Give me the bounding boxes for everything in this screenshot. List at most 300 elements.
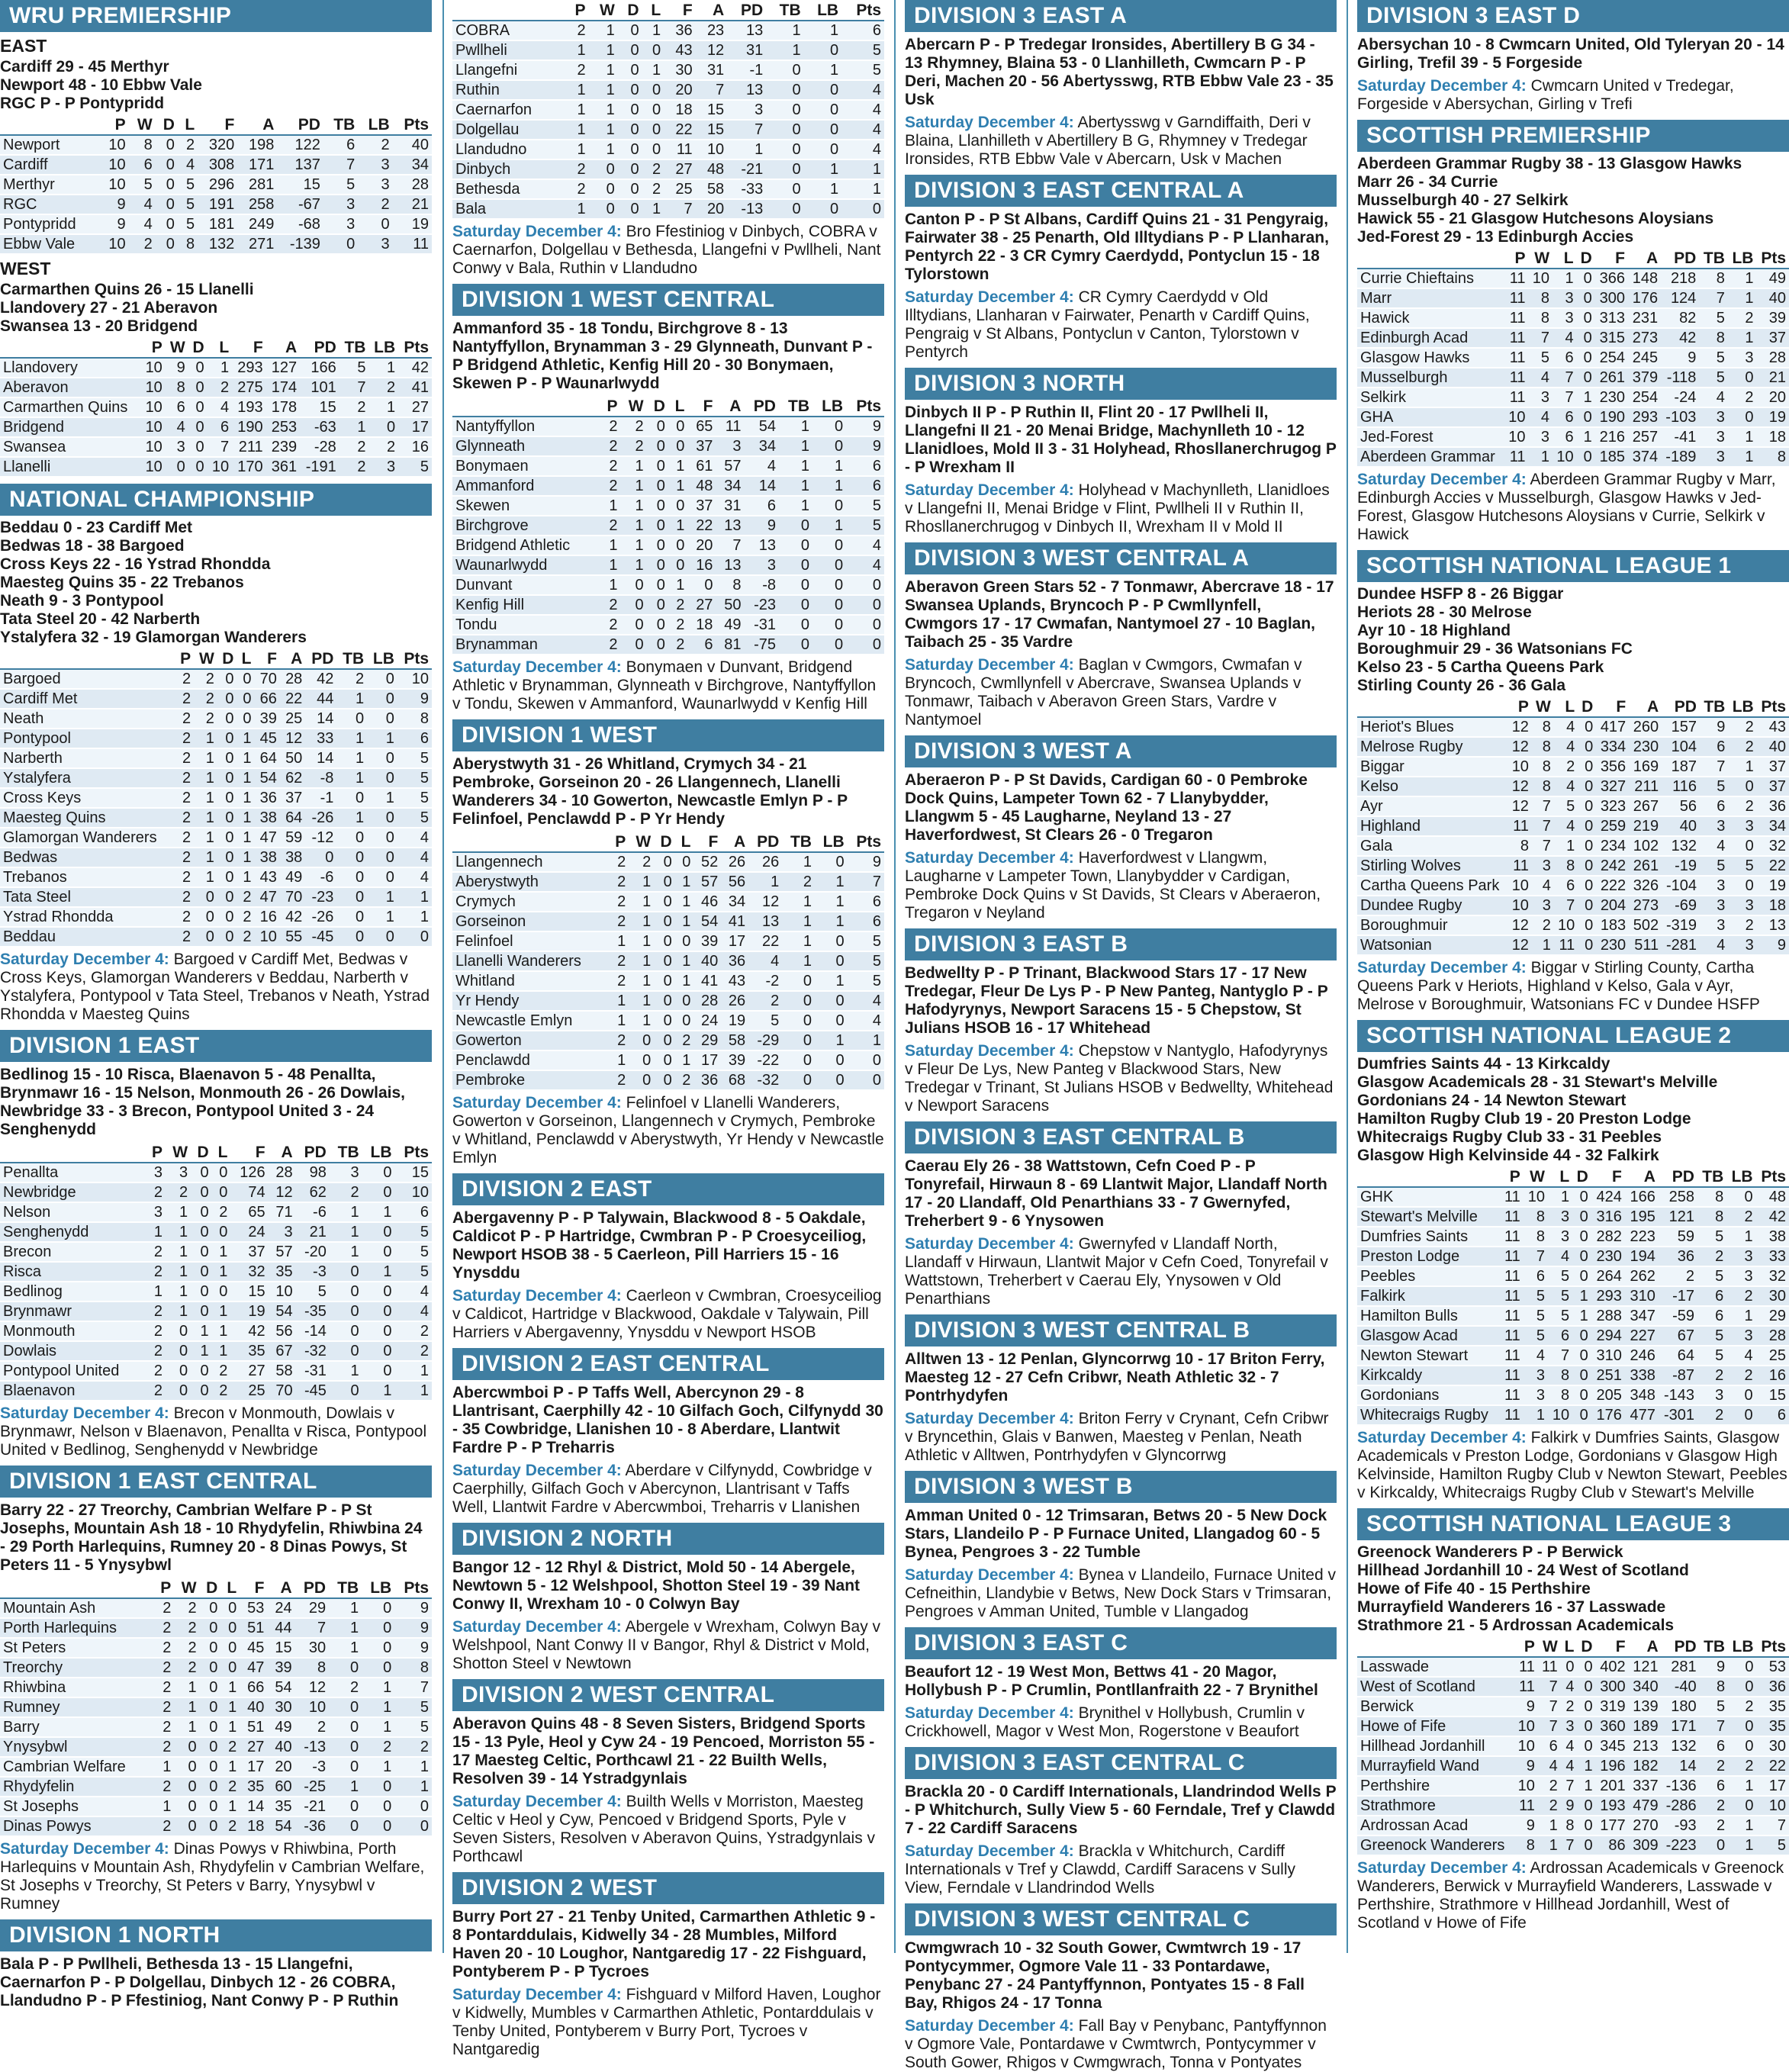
league-section bbox=[452, 1679, 884, 1866]
table-cell: 213 bbox=[1633, 1738, 1659, 1755]
section-title: SCOTTISH PREMIERSHIP bbox=[1357, 120, 1789, 152]
table-cell: 12 bbox=[275, 1184, 293, 1201]
table-cell: 0 bbox=[1585, 719, 1594, 735]
table-cell: 0 bbox=[195, 458, 204, 475]
table-cell: 0 bbox=[325, 849, 334, 866]
table-cell: 0 bbox=[1584, 1718, 1593, 1735]
table-cell: 2 bbox=[1745, 917, 1754, 934]
league-section bbox=[905, 1627, 1337, 1741]
table-cell: 5 bbox=[1715, 1268, 1724, 1285]
table-cell: 0 bbox=[176, 458, 185, 475]
table-cell: 0 bbox=[792, 161, 801, 178]
table-cell: 5 bbox=[1717, 778, 1726, 795]
table-cell: 320 bbox=[208, 137, 235, 153]
team-name: Highland bbox=[1360, 818, 1421, 835]
column-header: P bbox=[574, 2, 586, 19]
fixtures bbox=[905, 656, 1337, 729]
table-cell: -136 bbox=[1665, 1778, 1697, 1794]
table-cell: 1 bbox=[771, 874, 780, 890]
team-name: Merthyr bbox=[3, 176, 55, 193]
fixtures-text: Abertysswg v Garndiffaith, Deri v Blaina, Llanhilleth v Abertillery B G, Rhymney v Tredegar Ironsides, RTB Ebbw Vale v Abercarn, Usk v Machen bbox=[905, 114, 1311, 168]
table-cell: 122 bbox=[294, 137, 320, 153]
fixtures-label: Saturday December 4: bbox=[1357, 471, 1527, 488]
table-cell: -23 bbox=[754, 597, 776, 613]
column-header: Pts bbox=[856, 397, 881, 415]
table-cell: 126 bbox=[240, 1164, 265, 1181]
table-cell: 9 bbox=[767, 517, 776, 534]
table-cell: 0 bbox=[656, 478, 665, 494]
table-cell: 6 bbox=[1716, 1738, 1726, 1755]
table-cell: 3 bbox=[176, 439, 185, 455]
table-cell: 9 bbox=[420, 1600, 429, 1617]
league-section bbox=[905, 1121, 1337, 1308]
table-cell: 231 bbox=[1632, 310, 1659, 327]
table-cell: 4 bbox=[420, 829, 429, 846]
results-list bbox=[1357, 155, 1789, 246]
section-title: DIVISION 1 WEST bbox=[452, 719, 884, 751]
table-cell: 0 bbox=[383, 1600, 392, 1617]
table-cell: 9 bbox=[872, 438, 881, 455]
table-cell: -6 bbox=[320, 869, 334, 886]
table-cell: 27 bbox=[675, 161, 693, 178]
table-cell: 0 bbox=[792, 121, 801, 138]
table-cell: 5 bbox=[1540, 349, 1550, 366]
table-row bbox=[452, 635, 884, 655]
fixtures bbox=[452, 1986, 884, 2059]
table-cell: 2 bbox=[387, 439, 396, 455]
table-cell: 0 bbox=[383, 1659, 392, 1676]
table-cell: 5 bbox=[1536, 1288, 1545, 1305]
table-cell: 10 bbox=[108, 137, 126, 153]
table-cell: 12 bbox=[1511, 798, 1529, 815]
fixtures-label: Saturday December 4: bbox=[1357, 77, 1527, 95]
table-cell: 201 bbox=[1600, 1778, 1626, 1794]
table-cell: 479 bbox=[1633, 1797, 1659, 1814]
table-body bbox=[452, 852, 884, 1090]
table-cell: 82 bbox=[1679, 310, 1697, 327]
table-cell: 0 bbox=[243, 671, 252, 687]
team-name: Biggar bbox=[1360, 758, 1404, 775]
table-cell: 40 bbox=[701, 953, 719, 970]
table-cell: 2 bbox=[676, 636, 685, 653]
table-cell: 1 bbox=[1745, 1837, 1754, 1854]
table-cell: 6 bbox=[1715, 1288, 1724, 1305]
league-table bbox=[0, 1579, 432, 1837]
table-cell: 35 bbox=[248, 1343, 265, 1359]
table-cell: 0 bbox=[800, 616, 810, 633]
table-cell: 132 bbox=[1671, 1738, 1697, 1755]
table-cell: 1 bbox=[872, 1032, 881, 1049]
table-cell: 0 bbox=[835, 953, 845, 970]
column-header: W bbox=[181, 1579, 197, 1597]
column-header: W bbox=[599, 2, 615, 19]
results-paragraph: Bedlinog 15 - 10 Risca, Blaenavon 5 - 48 Penallta, Brynmawr 16 - 15 Nelson, Monmouth 26 - 26 Dowlais, Newbridge 33 - 3 Brecon, Pontypool United 3 - 24 Senghenydd bbox=[0, 1066, 405, 1138]
table-cell: 0 bbox=[350, 1323, 359, 1340]
table-body bbox=[452, 21, 884, 219]
table-cell: 2 bbox=[188, 1639, 197, 1656]
column-header bbox=[0, 339, 140, 358]
table-row bbox=[0, 214, 432, 234]
table-cell: 19 bbox=[1768, 877, 1786, 894]
table-cell: 0 bbox=[1579, 1248, 1588, 1265]
fixtures-text: Brackla v Whitchurch, Cardiff Internationals v Tref y Clawdd, Cardiff Saracens v Sully View, Ferndale v Llandrindod Wells bbox=[905, 1842, 1296, 1897]
team-name: Senghenydd bbox=[3, 1224, 89, 1240]
table-cell: 4 bbox=[420, 1303, 429, 1320]
table-cell: 1 bbox=[617, 933, 626, 950]
team-name: Cartha Queens Park bbox=[1360, 877, 1500, 894]
table-row bbox=[452, 100, 884, 120]
table-cell: 1 bbox=[162, 1798, 172, 1815]
table-cell: 3 bbox=[1561, 1228, 1570, 1245]
table-cell: 176 bbox=[1632, 290, 1659, 307]
table-row bbox=[0, 1697, 432, 1717]
league-section bbox=[905, 1471, 1337, 1621]
team-name: Dundee Rugby bbox=[1360, 897, 1462, 914]
table-cell: 11 bbox=[1509, 369, 1526, 386]
table-cell: 3 bbox=[1540, 429, 1550, 446]
table-cell: 2 bbox=[635, 438, 644, 455]
table-cell: 39 bbox=[1768, 310, 1786, 327]
table-row bbox=[1357, 1405, 1789, 1425]
table-cell: 6 bbox=[220, 419, 230, 436]
table-cell: 0 bbox=[225, 909, 234, 925]
table-cell: 1 bbox=[803, 933, 812, 950]
fixtures bbox=[905, 1566, 1337, 1621]
fixtures-text: Caerleon v Cwmbran, Croesyceiliog v Caldicot, Hartridge v Blackwood, Oakdale v Talywain, Pill Harriers v Abergavenny, Ynysddu v Newport HSOB bbox=[452, 1287, 882, 1341]
table-cell: 2 bbox=[205, 671, 214, 687]
column-header: F bbox=[224, 116, 235, 134]
table-row bbox=[0, 437, 432, 457]
table-cell: 0 bbox=[225, 849, 234, 866]
table-cell: 361 bbox=[271, 458, 298, 475]
team-name: Porth Harlequins bbox=[3, 1620, 117, 1636]
table-cell: 11 bbox=[1504, 1347, 1520, 1364]
table-cell: 1 bbox=[1540, 449, 1550, 465]
table-cell: 1 bbox=[385, 889, 394, 906]
table-cell: 0 bbox=[1744, 1407, 1753, 1424]
table-cell: 1 bbox=[577, 101, 586, 118]
results-paragraph: Burry Port 27 - 21 Tenby United, Carmarthen Athletic 9 - 8 Pontarddulais, Kidwelly 34 - 28 Mumbles, Milford Haven 20 - 10 Loughor, Nantgaredig 17 - 22 Fishguard, Pontyberem P - P Tycroes bbox=[452, 1908, 876, 1980]
table-cell: 0 bbox=[652, 42, 661, 59]
column-header: PD bbox=[298, 116, 320, 134]
fixtures-label: Saturday December 4: bbox=[905, 849, 1074, 867]
column-header: Pts bbox=[404, 1579, 429, 1597]
table-cell: 70 bbox=[285, 889, 303, 906]
table-cell: 0 bbox=[385, 671, 394, 687]
table-cell: 1 bbox=[800, 438, 810, 455]
league-section bbox=[0, 1030, 432, 1459]
table-cell: 10 bbox=[275, 1283, 293, 1300]
table-cell: 1 bbox=[243, 770, 252, 787]
table-row bbox=[452, 21, 884, 40]
table-row bbox=[1357, 288, 1789, 308]
table-cell: 2 bbox=[1715, 1248, 1724, 1265]
table-cell: 0 bbox=[834, 616, 844, 633]
table-row bbox=[1357, 1366, 1789, 1385]
league-section bbox=[452, 1872, 884, 2059]
table-cell: 2 bbox=[381, 137, 390, 153]
table-cell: 0 bbox=[1585, 738, 1594, 755]
section-title: SCOTTISH NATIONAL LEAGUE 1 bbox=[1357, 550, 1789, 582]
table-cell: 2 bbox=[609, 636, 618, 653]
table-cell: 0 bbox=[166, 176, 175, 193]
table-cell: 0 bbox=[166, 236, 175, 253]
table-cell: 1 bbox=[1566, 838, 1575, 854]
table-cell: 8 bbox=[176, 379, 185, 396]
team-name: Neath bbox=[3, 710, 44, 727]
column-header: L bbox=[651, 2, 661, 19]
table-cell: 10 bbox=[1552, 1407, 1570, 1424]
team-name: Hillhead Jordanhill bbox=[1360, 1738, 1485, 1755]
team-name: Felinfoel bbox=[455, 933, 513, 950]
table-cell: 0 bbox=[350, 1719, 359, 1736]
table-cell: 2 bbox=[1745, 1698, 1754, 1715]
column-header: LB bbox=[822, 397, 844, 415]
table-cell: 4 bbox=[872, 537, 881, 554]
table-cell: 4 bbox=[1536, 1347, 1545, 1364]
table-cell: 327 bbox=[1600, 778, 1627, 795]
table-cell: 379 bbox=[1632, 369, 1659, 386]
team-name: RGC bbox=[3, 196, 37, 213]
team-name: Gorseinon bbox=[455, 913, 526, 930]
table-cell: 45 bbox=[259, 730, 277, 747]
section-title: DIVISION 1 EAST CENTRAL bbox=[0, 1466, 432, 1498]
table-row bbox=[452, 931, 884, 951]
table-cell: 0 bbox=[834, 497, 844, 514]
table-cell: 271 bbox=[249, 236, 275, 253]
table-cell: 10 bbox=[1517, 1738, 1535, 1755]
table-cell: 0 bbox=[829, 141, 839, 158]
league-section bbox=[452, 1348, 884, 1517]
table-cell: 8 bbox=[1566, 857, 1575, 874]
table-cell: 1 bbox=[1584, 1778, 1593, 1794]
table-cell: 3 bbox=[1716, 449, 1725, 465]
table-cell: 41 bbox=[728, 913, 746, 930]
result-line: Neath 9 - 3 Pontypool bbox=[0, 592, 164, 610]
table-cell: 1 bbox=[1745, 758, 1754, 775]
table-cell: 56 bbox=[1679, 798, 1697, 815]
table-cell: 1 bbox=[829, 161, 839, 178]
table-cell: 5 bbox=[420, 1699, 429, 1716]
column-header: TB bbox=[788, 397, 810, 415]
table-cell: 337 bbox=[1633, 1778, 1659, 1794]
results-list bbox=[0, 519, 432, 647]
table-cell: 0 bbox=[656, 517, 665, 534]
table-cell: 0 bbox=[792, 201, 801, 217]
table-cell: 0 bbox=[630, 201, 639, 217]
result-line: Carmarthen Quins 26 - 15 Llanelli bbox=[0, 281, 254, 298]
table-cell: -20 bbox=[304, 1244, 327, 1260]
table-cell: 11 bbox=[1509, 389, 1526, 406]
table-cell: 0 bbox=[1745, 1797, 1754, 1814]
fixtures-text: Dinas Powys v Rhiwbina, Porth Harlequins v Mountain Ash, Rhydyfelin v Cambrian Welfare, St Josephs v Treorchy, St Peters v Barry, Ynysybwl v Rumney bbox=[0, 1840, 425, 1913]
table-cell: 0 bbox=[635, 616, 644, 633]
table-cell: 5 bbox=[872, 953, 881, 970]
table-cell: 21 bbox=[1768, 369, 1786, 386]
column-4 bbox=[1357, 0, 1789, 1953]
table-cell: 0 bbox=[195, 359, 204, 376]
table-cell: 0 bbox=[829, 82, 839, 98]
table-cell: 1 bbox=[872, 181, 881, 198]
table-cell: 1 bbox=[420, 909, 429, 925]
table-cell: 2 bbox=[617, 893, 626, 910]
team-name: Pontypool bbox=[3, 730, 71, 747]
table-cell: 1 bbox=[635, 557, 644, 574]
table-cell: 35 bbox=[1768, 1718, 1786, 1735]
table-cell: 0 bbox=[350, 1699, 359, 1716]
table-cell: 5 bbox=[872, 497, 881, 514]
table-cell: 0 bbox=[800, 557, 810, 574]
table-cell: 8 bbox=[732, 577, 742, 594]
table-row bbox=[0, 808, 432, 828]
table-cell: 166 bbox=[1630, 1189, 1655, 1205]
section-title: DIVISION 2 EAST bbox=[452, 1173, 884, 1205]
fixtures-text: Abergele v Wrexham, Colwyn Bay v Welshpool, Nant Conwy II v Bangor, Rhyl & District v Mold, Shotton Steel v Newtown bbox=[452, 1618, 881, 1672]
column-header: TB bbox=[344, 339, 366, 356]
table-cell: 101 bbox=[311, 379, 336, 396]
table-cell: 6 bbox=[420, 1204, 429, 1221]
table-cell: 0 bbox=[383, 1778, 392, 1795]
table-cell: 27 bbox=[411, 399, 429, 416]
table-cell: 104 bbox=[1671, 738, 1697, 755]
table-cell: 0 bbox=[1745, 409, 1754, 426]
table-cell: 1 bbox=[617, 1012, 626, 1029]
table-cell: 2 bbox=[1745, 719, 1754, 735]
table-cell: 0 bbox=[383, 1818, 392, 1835]
table-cell: 0 bbox=[663, 933, 672, 950]
table-cell: 0 bbox=[350, 1739, 359, 1755]
results-paragraph: Brackla 20 - 0 Cardiff Internationals, Llandrindod Wells P - P Whitchurch, Sully View 5 - 60 Ferndale, Tref y Clawdd 7 - 22 Cardiff Saracens bbox=[905, 1783, 1337, 1837]
table-cell: 7 bbox=[1536, 1248, 1545, 1265]
table-cell: 242 bbox=[1600, 857, 1627, 874]
table-cell: 8 bbox=[186, 236, 195, 253]
table-cell: 7 bbox=[1565, 1837, 1575, 1854]
table-cell: 1 bbox=[635, 497, 644, 514]
table-row bbox=[452, 575, 884, 595]
column-header: TB bbox=[1704, 698, 1726, 716]
table-cell: 6 bbox=[346, 137, 356, 153]
table-cell: 0 bbox=[225, 809, 234, 826]
team-name: Bethesda bbox=[455, 181, 520, 198]
results-paragraph: Canton P - P St Albans, Cardiff Quins 21 - 31 Pengyraig, Fairwater 38 - 25 Penarth, Old Illtydians P - P Llanharan, Pentyrch 22 - 3 CR Cymry Caerdydd, Pontyclun 15 - 18 Tylorstown bbox=[905, 211, 1329, 283]
table-cell: 3 bbox=[387, 458, 396, 475]
table-cell: 0 bbox=[383, 1323, 392, 1340]
column-header: D bbox=[162, 116, 175, 134]
team-name: Nantyffyllon bbox=[455, 418, 536, 435]
team-name: Cross Keys bbox=[3, 790, 82, 806]
table-cell: 8 bbox=[1561, 1367, 1570, 1384]
table-cell: 0 bbox=[630, 101, 639, 118]
result-line: Aberdeen Grammar Rugby 38 - 13 Glasgow Hawks bbox=[1357, 155, 1742, 172]
table-cell: -19 bbox=[1675, 857, 1697, 874]
table-row bbox=[0, 1321, 432, 1341]
table-cell: 0 bbox=[606, 181, 615, 198]
table-cell: 262 bbox=[1630, 1268, 1655, 1285]
table-cell: 1 bbox=[219, 1343, 228, 1359]
table-cell: 1 bbox=[676, 458, 685, 475]
table-cell: 2 bbox=[182, 690, 191, 707]
team-name: Trebanos bbox=[3, 869, 67, 886]
table-cell: 0 bbox=[656, 497, 665, 514]
table-cell: 1 bbox=[642, 933, 652, 950]
table-cell: 1 bbox=[1549, 1837, 1558, 1854]
table-cell: 12 bbox=[1511, 917, 1529, 934]
table-cell: 3 bbox=[1540, 389, 1550, 406]
table-cell: 1 bbox=[188, 1679, 197, 1696]
table-cell: 1 bbox=[635, 478, 644, 494]
table-cell: 10 bbox=[259, 928, 277, 945]
table-row bbox=[0, 1737, 432, 1757]
table-cell: 7 bbox=[1549, 1678, 1558, 1695]
table-cell: 53 bbox=[1768, 1659, 1786, 1675]
table-cell: 1 bbox=[356, 690, 365, 707]
table-cell: 3 bbox=[1716, 409, 1725, 426]
table-cell: 7 bbox=[1566, 897, 1575, 914]
table-cell: 0 bbox=[385, 690, 394, 707]
team-name: Pwllheli bbox=[455, 42, 507, 59]
team-name: Llangefni bbox=[455, 62, 518, 79]
team-name: Brynamman bbox=[455, 636, 538, 653]
table-cell: 180 bbox=[1671, 1698, 1697, 1715]
table-cell: 7 bbox=[1717, 758, 1726, 775]
table-row bbox=[1357, 1756, 1789, 1776]
table-cell: 22 bbox=[696, 517, 713, 534]
table-cell: 10 bbox=[1511, 877, 1529, 894]
table-row bbox=[0, 135, 432, 155]
table-row bbox=[0, 689, 432, 709]
result-line: Newport 48 - 10 Ebbw Vale bbox=[0, 76, 202, 94]
table-cell: 1 bbox=[682, 953, 691, 970]
table-cell: 5 bbox=[771, 1012, 780, 1029]
column-header: LB bbox=[374, 339, 396, 356]
column-header: F bbox=[1612, 1168, 1622, 1186]
table-cell: 57 bbox=[275, 1244, 293, 1260]
table-cell: 0 bbox=[383, 1244, 392, 1260]
league-section bbox=[1357, 0, 1789, 114]
table-cell: 2 bbox=[153, 1382, 162, 1399]
table-cell: 3 bbox=[1745, 818, 1754, 835]
table-cell: 254 bbox=[1632, 389, 1659, 406]
table-cell: 36 bbox=[675, 22, 693, 39]
table-cell: 3 bbox=[1716, 429, 1725, 446]
table-cell: 7 bbox=[1565, 389, 1574, 406]
fixtures-label: Saturday December 4: bbox=[905, 1842, 1074, 1860]
column-header: PD bbox=[741, 2, 764, 19]
table-row bbox=[0, 788, 432, 808]
table-cell: -1 bbox=[320, 790, 334, 806]
table-cell: 2 bbox=[162, 1739, 172, 1755]
table-cell: 218 bbox=[1670, 270, 1697, 287]
table-cell: 4 bbox=[143, 196, 153, 213]
table-cell: 2 bbox=[182, 889, 191, 906]
table-cell: 65 bbox=[696, 418, 713, 435]
column-header: Pts bbox=[1761, 1168, 1786, 1186]
result-line: Tata Steel 20 - 42 Narberth bbox=[0, 610, 201, 628]
table-cell: 261 bbox=[1599, 369, 1625, 386]
section-title: DIVISION 3 EAST D bbox=[1357, 0, 1789, 32]
table-cell: 7 bbox=[357, 379, 366, 396]
table-cell: 1 bbox=[228, 1758, 237, 1775]
table-cell: 3 bbox=[284, 1224, 293, 1240]
table-cell: 11 bbox=[1504, 1308, 1520, 1324]
table-cell: 7 bbox=[1540, 330, 1550, 346]
table-cell: 0 bbox=[1583, 449, 1592, 465]
table-cell: 43 bbox=[259, 869, 277, 886]
table-cell: 24 bbox=[248, 1224, 265, 1240]
table-cell: 4 bbox=[872, 82, 881, 98]
table-cell: 0 bbox=[630, 161, 639, 178]
table-row bbox=[452, 516, 884, 536]
